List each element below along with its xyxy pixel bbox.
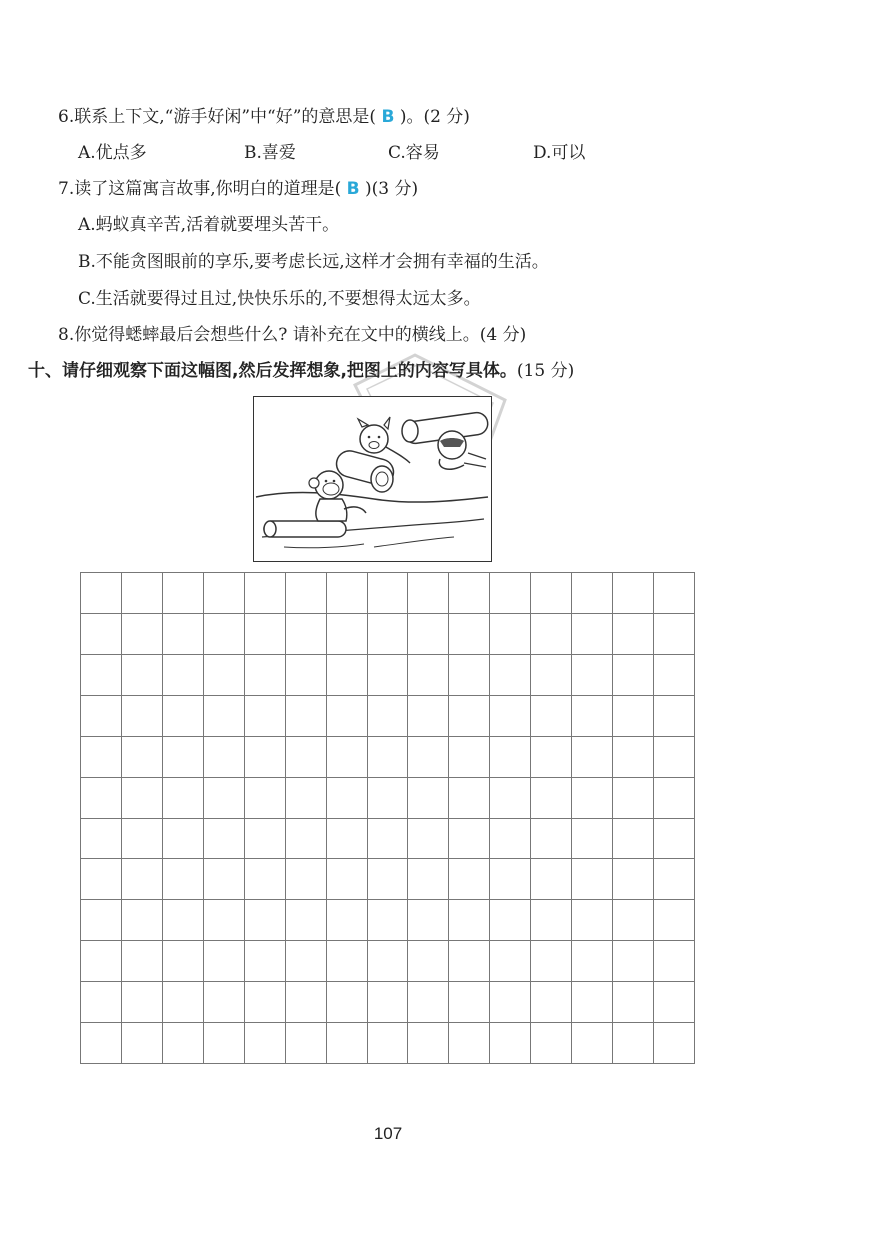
grid-cell xyxy=(122,819,163,860)
grid-cell xyxy=(245,900,286,941)
grid-cell xyxy=(408,696,449,737)
grid-cell xyxy=(613,614,654,655)
grid-cell xyxy=(572,778,613,819)
grid-cell xyxy=(327,941,368,982)
grid-cell xyxy=(368,819,409,860)
grid-cell xyxy=(449,778,490,819)
grid-cell xyxy=(81,737,122,778)
grid-cell xyxy=(163,737,204,778)
grid-cell xyxy=(531,1023,572,1064)
question-6-option-b: B.喜爱 xyxy=(244,143,296,163)
section-10-points: (15 分) xyxy=(516,361,575,381)
grid-cell xyxy=(286,1023,327,1064)
grid-cell xyxy=(245,655,286,696)
grid-cell xyxy=(490,900,531,941)
grid-cell xyxy=(449,941,490,982)
question-7-option-b: B.不能贪图眼前的享乐,要考虑长远,这样才会拥有幸福的生活。 xyxy=(78,252,549,272)
grid-cell xyxy=(245,859,286,900)
grid-cell xyxy=(490,614,531,655)
grid-cell xyxy=(572,819,613,860)
grid-cell xyxy=(490,778,531,819)
grid-cell xyxy=(245,941,286,982)
grid-cell xyxy=(327,696,368,737)
grid-cell xyxy=(245,982,286,1023)
page-number: 107 xyxy=(373,1124,403,1143)
grid-cell xyxy=(572,655,613,696)
grid-cell xyxy=(286,737,327,778)
grid-cell xyxy=(286,900,327,941)
grid-cell xyxy=(490,573,531,614)
grid-cell xyxy=(245,1023,286,1064)
grid-cell xyxy=(408,819,449,860)
question-8: 8.你觉得蟋蟀最后会想些什么? 请补充在文中的横线上。(4 分) xyxy=(58,325,527,345)
grid-cell xyxy=(286,573,327,614)
grid-cell xyxy=(408,778,449,819)
illustration-monkey-pig-raccoon-logs xyxy=(253,396,492,562)
question-6-text: 6.联系上下文,“游手好闲”中“好”的意思是( xyxy=(58,107,377,127)
grid-cell xyxy=(163,900,204,941)
grid-cell xyxy=(654,819,695,860)
grid-cell xyxy=(245,819,286,860)
grid-cell xyxy=(490,737,531,778)
grid-cell xyxy=(368,573,409,614)
question-7-option-a: A.蚂蚁真辛苦,活着就要埋头苦干。 xyxy=(78,215,340,235)
grid-cell xyxy=(368,737,409,778)
grid-cell xyxy=(204,655,245,696)
grid-cell xyxy=(122,1023,163,1064)
grid-cell xyxy=(81,614,122,655)
grid-cell xyxy=(245,737,286,778)
grid-cell xyxy=(654,737,695,778)
grid-cell xyxy=(327,1023,368,1064)
grid-cell xyxy=(327,778,368,819)
grid-cell xyxy=(163,982,204,1023)
section-10-title: 十、请仔细观察下面这幅图,然后发挥想象,把图上的内容写具体。 xyxy=(28,361,517,381)
grid-cell xyxy=(122,573,163,614)
grid-cell xyxy=(449,982,490,1023)
question-6-points: )。(2 分) xyxy=(399,107,470,127)
grid-cell xyxy=(81,982,122,1023)
question-7 xyxy=(58,178,418,200)
grid-cell xyxy=(531,778,572,819)
grid-cell xyxy=(122,778,163,819)
grid-cell xyxy=(204,819,245,860)
grid-cell xyxy=(654,900,695,941)
grid-cell xyxy=(408,737,449,778)
grid-cell xyxy=(613,900,654,941)
grid-cell xyxy=(449,573,490,614)
grid-cell xyxy=(449,859,490,900)
grid-cell xyxy=(449,696,490,737)
grid-cell xyxy=(654,573,695,614)
grid-cell xyxy=(163,614,204,655)
grid-cell xyxy=(204,573,245,614)
question-6-option-a: A.优点多 xyxy=(78,143,147,163)
grid-cell xyxy=(531,655,572,696)
grid-cell xyxy=(122,655,163,696)
grid-cell xyxy=(286,859,327,900)
grid-cell xyxy=(449,819,490,860)
question-7-option-c: C.生活就要得过且过,快快乐乐的,不要想得太远太多。 xyxy=(78,289,481,309)
grid-cell xyxy=(327,737,368,778)
grid-cell xyxy=(81,819,122,860)
grid-cell xyxy=(327,819,368,860)
grid-cell xyxy=(449,655,490,696)
grid-cell xyxy=(368,982,409,1023)
grid-cell xyxy=(245,778,286,819)
grid-cell xyxy=(81,1023,122,1064)
grid-cell xyxy=(163,1023,204,1064)
grid-cell xyxy=(368,941,409,982)
grid-cell xyxy=(654,859,695,900)
grid-cell xyxy=(286,819,327,860)
grid-cell xyxy=(572,614,613,655)
writing-grid xyxy=(80,572,695,1064)
grid-cell xyxy=(122,900,163,941)
grid-cell xyxy=(613,859,654,900)
question-6 xyxy=(58,106,470,128)
grid-cell xyxy=(368,1023,409,1064)
grid-cell xyxy=(122,859,163,900)
grid-cell xyxy=(163,573,204,614)
grid-cell xyxy=(490,859,531,900)
grid-cell xyxy=(122,696,163,737)
grid-cell xyxy=(449,1023,490,1064)
grid-cell xyxy=(490,982,531,1023)
grid-cell xyxy=(449,614,490,655)
grid-cell xyxy=(408,655,449,696)
grid-cell xyxy=(81,696,122,737)
grid-cell xyxy=(572,982,613,1023)
grid-cell xyxy=(572,900,613,941)
grid-cell xyxy=(368,778,409,819)
grid-cell xyxy=(531,941,572,982)
illustration-drawing xyxy=(254,397,490,560)
grid-cell xyxy=(654,696,695,737)
grid-cell xyxy=(122,737,163,778)
grid-cell xyxy=(572,696,613,737)
grid-cell xyxy=(204,1023,245,1064)
grid-cell xyxy=(531,696,572,737)
grid-cell xyxy=(572,1023,613,1064)
grid-cell xyxy=(122,982,163,1023)
grid-cell xyxy=(286,655,327,696)
grid-cell xyxy=(572,941,613,982)
grid-cell xyxy=(81,778,122,819)
grid-cell xyxy=(245,614,286,655)
grid-cell xyxy=(163,819,204,860)
grid-cell xyxy=(368,900,409,941)
question-6-option-d: D.可以 xyxy=(533,143,586,163)
grid-cell xyxy=(204,982,245,1023)
grid-cell xyxy=(81,573,122,614)
grid-cell xyxy=(163,859,204,900)
grid-cell xyxy=(408,573,449,614)
question-7-points: )(3 分) xyxy=(365,179,419,199)
grid-cell xyxy=(449,737,490,778)
grid-cell xyxy=(286,941,327,982)
grid-cell xyxy=(286,982,327,1023)
grid-cell xyxy=(654,941,695,982)
grid-cell xyxy=(327,573,368,614)
grid-cell xyxy=(490,655,531,696)
grid-cell xyxy=(449,900,490,941)
grid-cell xyxy=(531,819,572,860)
grid-cell xyxy=(613,1023,654,1064)
grid-cell xyxy=(368,696,409,737)
question-6-option-c: C.容易 xyxy=(388,143,440,163)
grid-cell xyxy=(81,900,122,941)
question-6-answer: B xyxy=(381,107,395,127)
grid-cell xyxy=(327,614,368,655)
grid-cell xyxy=(408,900,449,941)
grid-cell xyxy=(81,941,122,982)
grid-cell xyxy=(122,614,163,655)
grid-cell xyxy=(327,655,368,696)
grid-cell xyxy=(572,859,613,900)
grid-cell xyxy=(531,900,572,941)
grid-cell xyxy=(490,941,531,982)
grid-cell xyxy=(654,655,695,696)
grid-cell xyxy=(490,819,531,860)
grid-cell xyxy=(654,1023,695,1064)
grid-cell xyxy=(204,900,245,941)
grid-cell xyxy=(81,859,122,900)
grid-cell xyxy=(286,696,327,737)
grid-cell xyxy=(81,655,122,696)
grid-cell xyxy=(531,982,572,1023)
grid-cell xyxy=(613,573,654,614)
grid-cell xyxy=(327,900,368,941)
question-7-text: 7.读了这篇寓言故事,你明白的道理是( xyxy=(58,179,342,199)
grid-cell xyxy=(204,859,245,900)
grid-cell xyxy=(368,655,409,696)
grid-cell xyxy=(163,696,204,737)
grid-cell xyxy=(204,941,245,982)
grid-cell xyxy=(245,696,286,737)
grid-cell xyxy=(613,819,654,860)
grid-cell xyxy=(613,696,654,737)
grid-cell xyxy=(490,1023,531,1064)
grid-cell xyxy=(408,1023,449,1064)
grid-cell xyxy=(204,778,245,819)
grid-cell xyxy=(286,614,327,655)
grid-cell xyxy=(122,941,163,982)
grid-cell xyxy=(613,778,654,819)
grid-cell xyxy=(408,859,449,900)
grid-cell xyxy=(654,614,695,655)
grid-cell xyxy=(204,696,245,737)
grid-cell xyxy=(286,778,327,819)
grid-cell xyxy=(613,737,654,778)
grid-cell xyxy=(204,737,245,778)
grid-cell xyxy=(327,982,368,1023)
grid-cell xyxy=(204,614,245,655)
grid-cell xyxy=(531,614,572,655)
grid-cell xyxy=(572,737,613,778)
grid-cell xyxy=(163,778,204,819)
grid-cell xyxy=(654,778,695,819)
grid-cell xyxy=(613,982,654,1023)
grid-cell xyxy=(408,982,449,1023)
grid-cell xyxy=(408,614,449,655)
grid-cell xyxy=(327,859,368,900)
grid-cell xyxy=(531,573,572,614)
grid-cell xyxy=(368,859,409,900)
grid-cell xyxy=(163,941,204,982)
question-7-answer: B xyxy=(346,179,360,199)
grid-cell xyxy=(654,982,695,1023)
grid-cell xyxy=(613,941,654,982)
grid-cell xyxy=(613,655,654,696)
grid-cell xyxy=(490,696,531,737)
grid-cell xyxy=(368,614,409,655)
grid-cell xyxy=(163,655,204,696)
grid-cell xyxy=(531,859,572,900)
grid-cell xyxy=(531,737,572,778)
grid-cell xyxy=(245,573,286,614)
grid-cell xyxy=(408,941,449,982)
grid-cell xyxy=(572,573,613,614)
